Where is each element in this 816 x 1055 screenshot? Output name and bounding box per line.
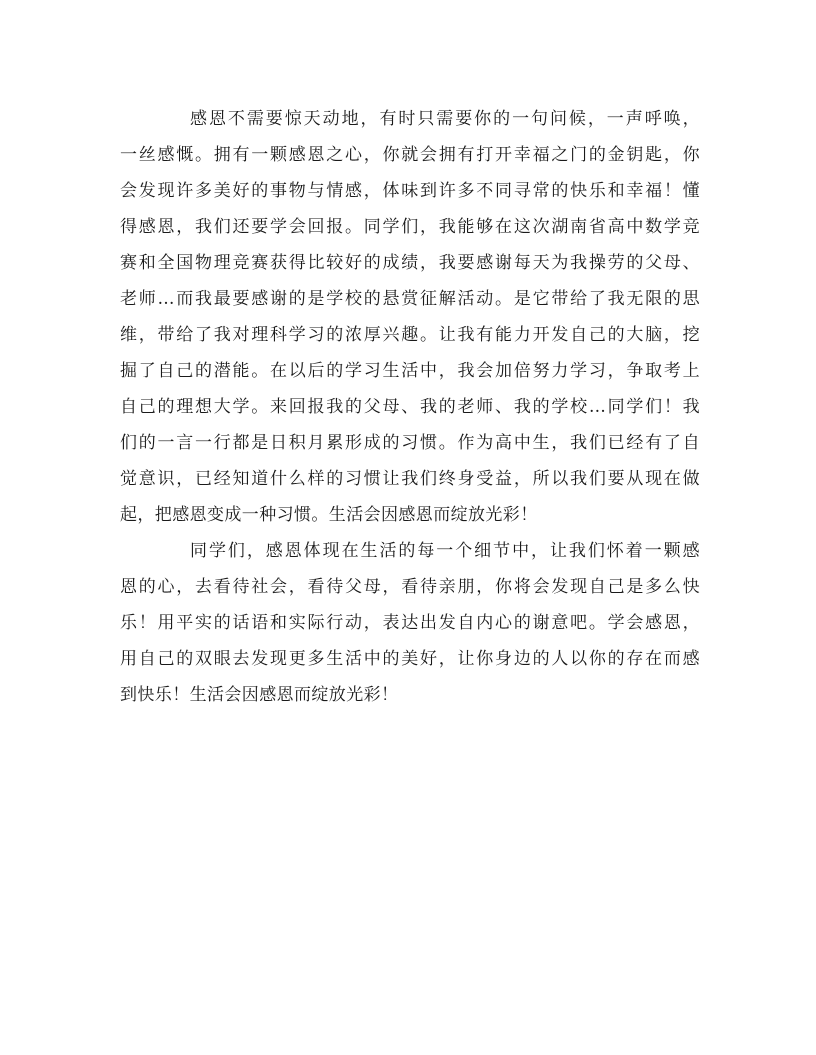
paragraph-line: 用自己的双眼去发现更多生活中的美好，让你身边的人以你的存在而感 (120, 649, 700, 669)
paragraph-line: 乐！用平实的话语和实际行动，表达出发自内心的谢意吧。学会感恩， (120, 613, 700, 633)
paragraph-line: 得感恩，我们还要学会回报。同学们，我能够在这次湖南省高中数学竞 (120, 217, 700, 237)
paragraph-line: 掘了自己的潜能。在以后的学习生活中，我会加倍努力学习，争取考上 (120, 361, 700, 381)
paragraph-line: 感恩不需要惊天动地，有时只需要你的一句问候，一声呼唤， (190, 109, 700, 129)
paragraph-line: 同学们，感恩体现在生活的每一个细节中，让我们怀着一颗感 (190, 541, 700, 561)
paragraph-line: 自己的理想大学。来回报我的父母、我的老师、我的学校…同学们！我 (120, 397, 700, 417)
paragraph-line: 赛和全国物理竞赛获得比较好的成绩，我要感谢每天为我操劳的父母、 (120, 253, 700, 273)
paragraph-line: 维，带给了我对理科学习的浓厚兴趣。让我有能力开发自己的大脑，挖 (120, 325, 700, 345)
paragraph-line: 到快乐！生活会因感恩而绽放光彩！ (120, 685, 399, 705)
paragraph-line: 老师…而我最要感谢的是学校的悬赏征解活动。是它带给了我无限的思 (120, 289, 700, 309)
document-body (120, 101, 700, 713)
paragraph-line: 一丝感慨。拥有一颗感恩之心，你就会拥有打开幸福之门的金钥匙，你 (120, 145, 700, 165)
paragraph-2 (120, 533, 700, 713)
paragraph-line: 们的一言一行都是日积月累形成的习惯。作为高中生，我们已经有了自 (120, 433, 700, 453)
paragraph-line: 起，把感恩变成一种习惯。生活会因感恩而绽放光彩！ (120, 505, 538, 525)
paragraph-line: 恩的心，去看待社会，看待父母，看待亲朋，你将会发现自己是多么快 (120, 577, 700, 597)
paragraph-1 (120, 101, 700, 533)
paragraph-line: 会发现许多美好的事物与情感，体味到许多不同寻常的快乐和幸福！懂 (120, 181, 700, 201)
paragraph-line: 觉意识，已经知道什么样的习惯让我们终身受益，所以我们要从现在做 (120, 469, 700, 489)
